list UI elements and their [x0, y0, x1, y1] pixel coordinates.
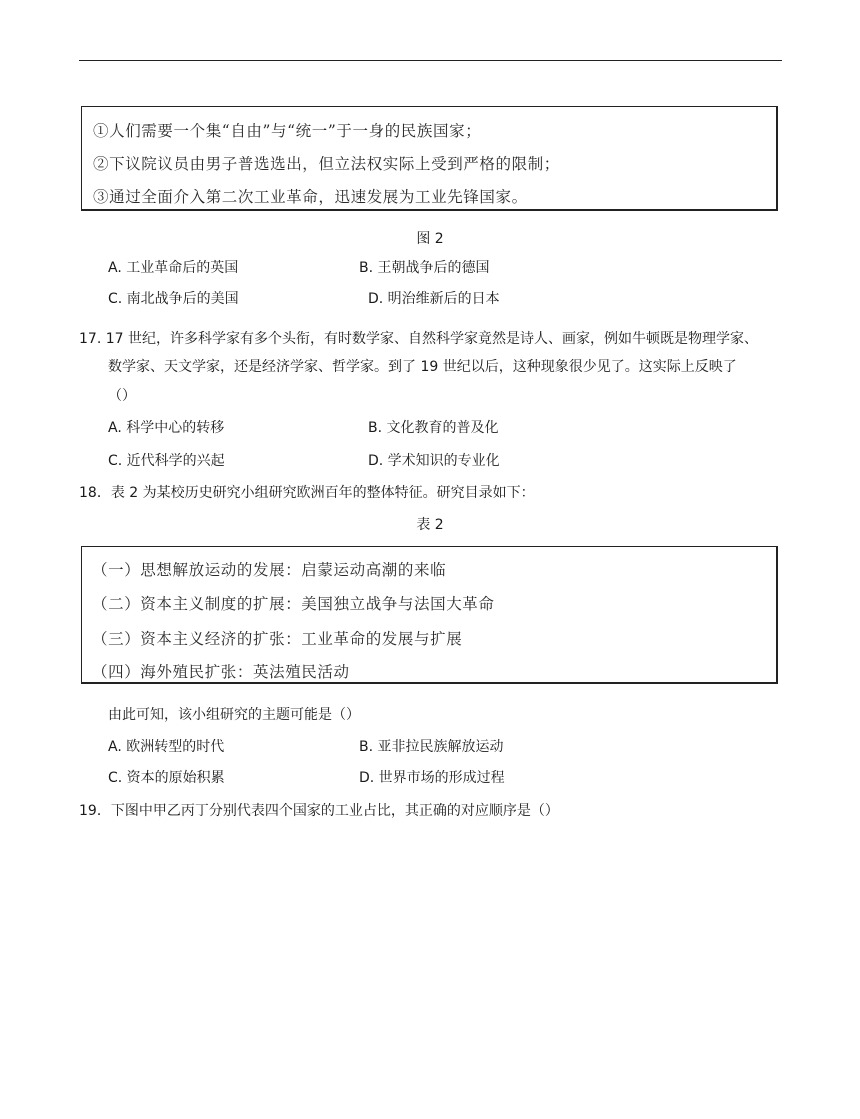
q16-option-d: D. 明治维新后的日本 [368, 291, 500, 307]
q19-stem: 19．下图中甲乙丙丁分别代表四个国家的工业占比，其正确的对应顺序是（） [79, 803, 559, 819]
q17-option-b: B. 文化教育的普及化 [368, 420, 499, 436]
table-2-line-4: （四）海外殖民扩张：英法殖民活动 [92, 663, 350, 681]
table-2-line-1: （一）思想解放运动的发展：启蒙运动高潮的来临 [92, 561, 447, 579]
header-rule [79, 60, 782, 61]
figure-2-line-3: ③通过全面介入第二次工业革命，迅速发展为工业先锋国家。 [93, 188, 528, 206]
table-2-caption: 表 2 [416, 517, 444, 533]
q17-stem-line-3: （） [108, 388, 136, 404]
q16-option-a: A. 工业革命后的英国 [108, 260, 239, 276]
table-2-line-3: （三）资本主义经济的扩张：工业革命的发展与扩展 [92, 630, 463, 648]
q18-option-c: C. 资本的原始积累 [108, 770, 225, 786]
q18-option-a: A. 欧洲转型的时代 [108, 739, 225, 755]
q16-option-b: B. 王朝战争后的德国 [359, 260, 490, 276]
q17-option-c: C. 近代科学的兴起 [108, 453, 225, 469]
q17-stem-line-1: 17. 17 世纪，许多科学家有多个头衔，有时数学家、自然科学家竟然是诗人、画家，例如牛顿既是物理学家、 [79, 331, 758, 347]
q16-option-c: C. 南北战争后的美国 [108, 291, 239, 307]
q18-followup: 由此可知，该小组研究的主题可能是（） [108, 707, 360, 723]
table-2-box [81, 546, 778, 684]
figure-2-box [81, 106, 778, 211]
table-2-line-2: （二）资本主义制度的扩展：美国独立战争与法国大革命 [92, 595, 495, 613]
figure-2-line-1: ①人们需要一个集“自由”与“统一”于一身的民族国家； [93, 122, 482, 140]
q18-option-d: D. 世界市场的形成过程 [359, 770, 505, 786]
q17-option-d: D. 学术知识的专业化 [368, 453, 500, 469]
q17-stem-line-2: 数学家、天文学家，还是经济学家、哲学家。到了 19 世纪以后，这种现象很少见了。这实际上反映了 [108, 359, 737, 375]
q18-stem: 18．表 2 为某校历史研究小组研究欧洲百年的整体特征。研究目录如下： [79, 485, 535, 501]
q17-option-a: A. 科学中心的转移 [108, 420, 225, 436]
figure-2-line-2: ②下议院议员由男子普选选出，但立法权实际上受到严格的限制； [93, 155, 560, 173]
figure-2-caption: 图 2 [416, 231, 444, 247]
q18-option-b: B. 亚非拉民族解放运动 [359, 739, 504, 755]
